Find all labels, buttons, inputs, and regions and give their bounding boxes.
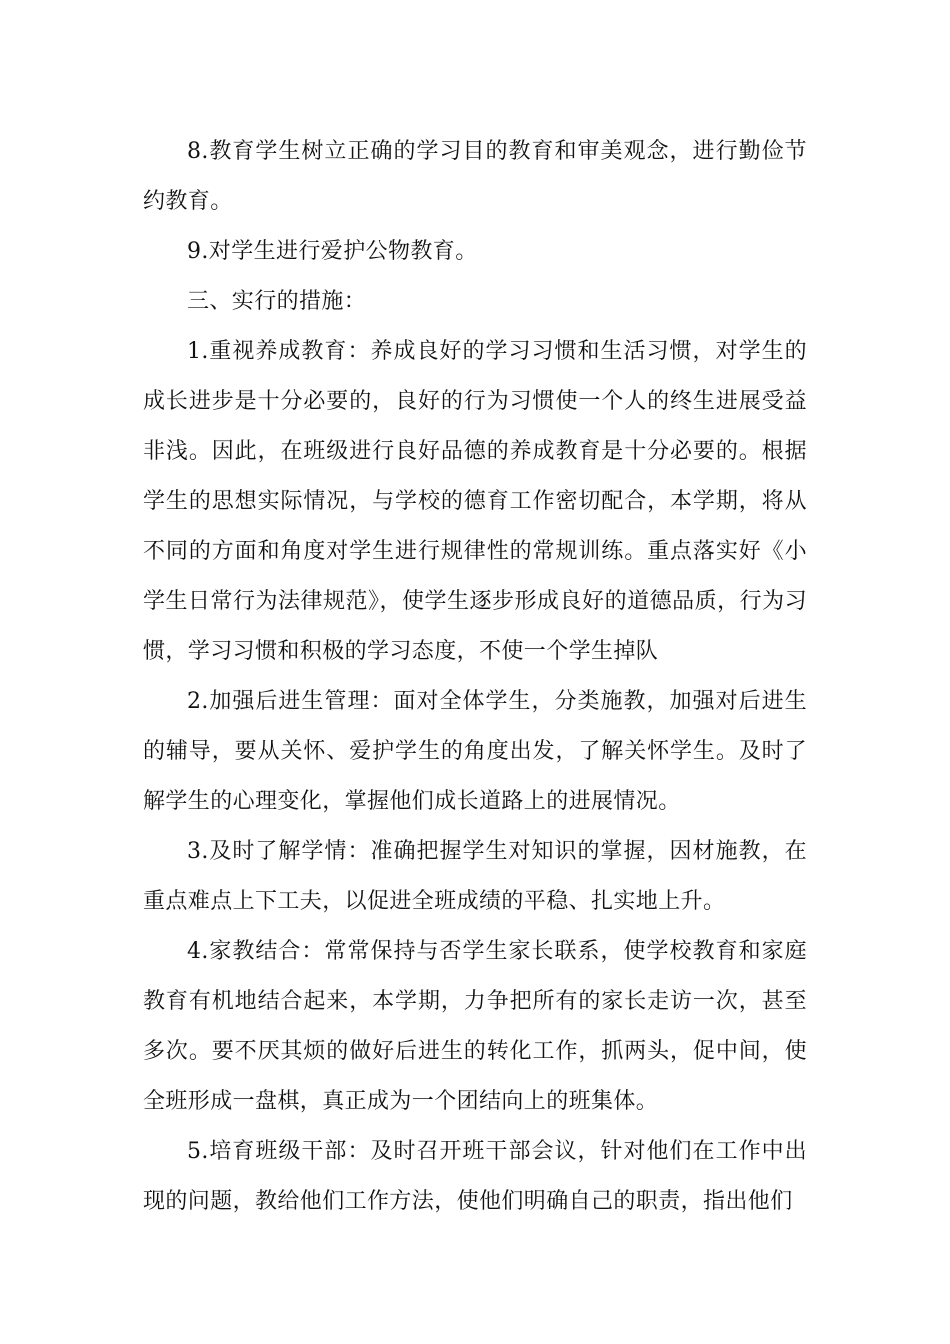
paragraph-item-9: 9.对学生进行爱护公物教育。	[187, 239, 478, 264]
paragraph-item-8: 8.教育学生树立正确的学习目的教育和审美观念，进行勤俭节约教育。	[143, 139, 807, 214]
document-body	[143, 127, 807, 1227]
paragraph-measure-4: 4.家教结合：常常保持与否学生家长联系，使学校教育和家庭教育有机地结合起来，本学期，力争把所有的家长走访一次，甚至多次。要不厌其烦的做好后进生的转化工作，抓两头，促中间，使全班形成一盘棋，真正成为一个团结向上的班集体。	[143, 939, 807, 1114]
section-heading-measures: 三、实行的措施：	[187, 289, 367, 314]
paragraph-measure-1: 1.重视养成教育：养成良好的学习习惯和生活习惯，对学生的成长进步是十分必要的，良好的行为习惯使一个人的终生进展受益非浅。因此，在班级进行良好品德的养成教育是十分必要的。根据学生的思想实际情况，与学校的德育工作密切配合，本学期，将从不同的方面和角度对学生进行规律性的常规训练。重点落实好《小学生日常行为法律规范》，使学生逐步形成良好的道德品质，行为习惯，学习习惯和积极的学习态度，不使一个学生掉队	[143, 339, 807, 664]
paragraph-measure-3: 3.及时了解学情：准确把握学生对知识的掌握，因材施教，在重点难点上下工夫，以促进全班成绩的平稳、扎实地上升。	[143, 839, 807, 914]
paragraph-measure-2: 2.加强后进生管理：面对全体学生，分类施教，加强对后进生的辅导，要从关怀、爱护学生的角度出发，了解关怀学生。及时了解学生的心理变化，掌握他们成长道路上的进展情况。	[143, 689, 807, 814]
paragraph-measure-5: 5.培育班级干部：及时召开班干部会议，针对他们在工作中出现的问题，教给他们工作方法，使他们明确自己的职责，指出他们	[143, 1139, 807, 1214]
